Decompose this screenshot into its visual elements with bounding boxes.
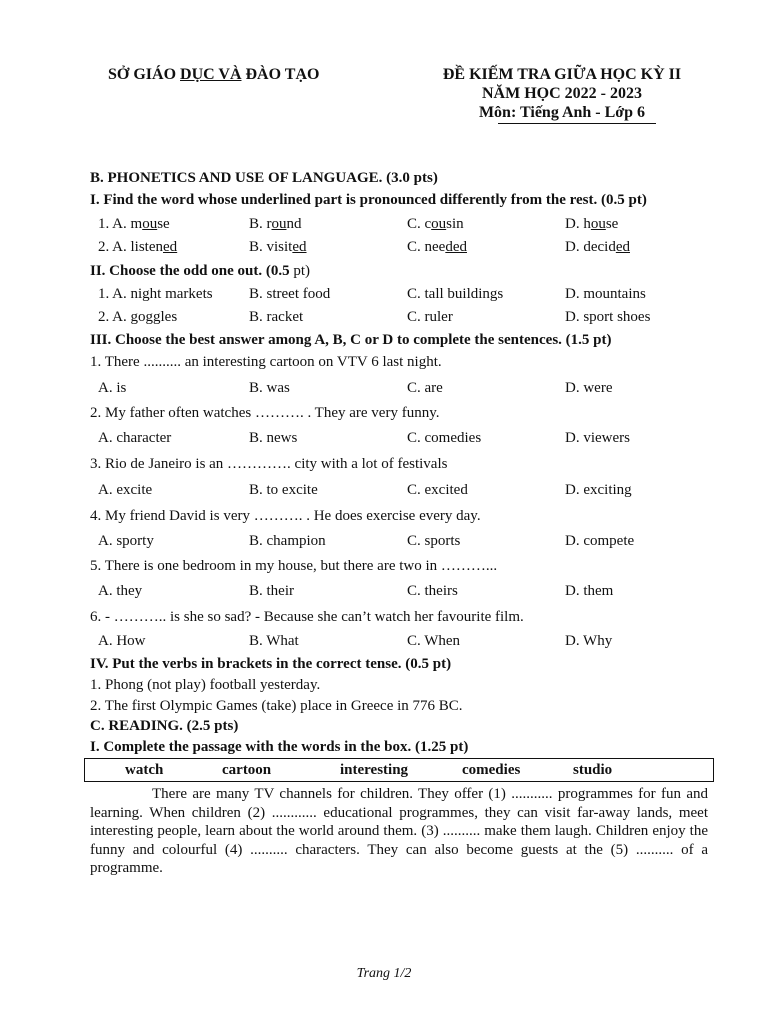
q1-option-a: 1. A. mouse (98, 216, 170, 232)
school-year: NĂM HỌC 2022 - 2023 (482, 85, 642, 102)
part-iii-title: III. Choose the best answer among A, B, C or D to complete the sentences. (1.5 pt) (90, 332, 612, 348)
exam-title: ĐỀ KIẾM TRA GIỮA HỌC KỲ II (442, 66, 682, 83)
q1-option-c: C. cousin (407, 216, 464, 232)
mc-q5-stem: 5. There is one bedroom in my house, but there are two in ………... (90, 558, 498, 574)
mc-q3-b: B. to excite (249, 482, 318, 498)
mc-q3-d: D. exciting (565, 482, 632, 498)
reading-part-i-title: I. Complete the passage with the words in the box. (1.25 pt) (90, 739, 469, 755)
q2-option-b: B. visited (249, 239, 307, 255)
part-iv-title: IV. Put the verbs in brackets in the correct tense. (0.5 pt) (90, 656, 452, 672)
subject-underline (498, 123, 656, 124)
mc-q5-a: A. they (98, 583, 143, 599)
mc-q2-stem: 2. My father often watches ………. . They are very funny. (90, 405, 440, 421)
q2-option-a: 2. A. listened (98, 239, 178, 255)
odd-q1-c: C. tall buildings (407, 286, 504, 302)
section-c-title: C. READING. (2.5 pts) (90, 718, 239, 734)
section-b-title: B. PHONETICS AND USE OF LANGUAGE. (3.0 pts) (90, 170, 438, 186)
odd-q1-d: D. mountains (565, 286, 646, 302)
tense-q1: 1. Phong (not play) football yesterday. (90, 677, 321, 693)
mc-q3-stem: 3. Rio de Janeiro is an …………. city with a lot of festivals (90, 456, 448, 472)
department-name (108, 66, 319, 84)
odd-q1-a: 1. A. night markets (98, 286, 213, 302)
mc-q6-c: C. When (407, 633, 461, 649)
mc-q4-stem: 4. My friend David is very ………. . He does exercise every day. (90, 508, 481, 524)
q2-option-c: C. needed (407, 239, 467, 255)
mc-q2-a: A. character (98, 430, 172, 446)
mc-q2-b: B. news (249, 430, 298, 446)
part-ii-title: II. Choose the odd one out. (0.5 pt) (90, 263, 311, 279)
subject-line: Môn: Tiếng Anh - Lớp 6 (478, 104, 646, 121)
mc-q1-c: C. are (407, 380, 443, 396)
q2-option-d: D. decided (565, 239, 630, 255)
department-name-part1: SỞ GIÁO (108, 66, 181, 83)
q1-option-d: D. house (565, 216, 619, 232)
word-box (84, 758, 714, 782)
mc-q3-a: A. excite (98, 482, 153, 498)
mc-q6-d: D. Why (565, 633, 613, 649)
q1-option-b: B. round (249, 216, 302, 232)
tense-q2: 2. The first Olympic Games (take) place in Greece in 776 BC. (90, 698, 463, 714)
mc-q3-c: C. excited (407, 482, 468, 498)
mc-q4-d: D. compete (565, 533, 635, 549)
page-number: Trang 1/2 (356, 966, 412, 981)
word-box-item: comedies (462, 762, 521, 778)
mc-q1-d: D. were (565, 380, 613, 396)
word-box-item: studio (573, 762, 613, 778)
mc-q1-b: B. was (249, 380, 290, 396)
odd-q2-c: C. ruler (407, 309, 453, 325)
odd-q2-d: D. sport shoes (565, 309, 651, 325)
mc-q4-b: B. champion (249, 533, 326, 549)
mc-q1-a: A. is (98, 380, 127, 396)
mc-q6-a: A. How (98, 633, 146, 649)
part-i-title: I. Find the word whose underlined part is pronounced differently from the rest. (0.5 pt) (90, 192, 647, 208)
mc-q5-b: B. their (249, 583, 294, 599)
mc-q5-d: D. them (565, 583, 614, 599)
mc-q6-stem: 6. - ……….. is she so sad? - Because she can’t watch her favourite film. (90, 609, 524, 625)
mc-q2-c: C. comedies (407, 430, 482, 446)
odd-q2-a: 2. A. goggles (98, 309, 178, 325)
mc-q1-stem: 1. There .......... an interesting cartoon on VTV 6 last night. (90, 354, 442, 370)
word-box-item: interesting (340, 762, 409, 778)
mc-q4-c: C. sports (407, 533, 461, 549)
odd-q2-b: B. racket (249, 309, 304, 325)
department-name-part3: ĐÀO TẠO (241, 66, 320, 83)
mc-q2-d: D. viewers (565, 430, 630, 446)
mc-q6-b: B. What (249, 633, 299, 649)
department-name-part2: DỤC VÀ (180, 66, 242, 83)
word-box-item: cartoon (222, 762, 272, 778)
mc-q4-a: A. sporty (98, 533, 154, 549)
reading-passage: There are many TV channels for children. They offer (1) ........... programmes for fun and learning. When children (2) ............ educational programmes, they can visit far-away lands, meet interesting people, learn about the world around them. (3) .......... make them laugh. Children enjoy the funny and colourful (4) .......... characters. They can also become guests at the (5) .......... of a programme. (90, 786, 708, 876)
odd-q1-b: B. street food (249, 286, 331, 302)
word-box-item: watch (125, 762, 164, 778)
mc-q5-c: C. theirs (407, 583, 458, 599)
